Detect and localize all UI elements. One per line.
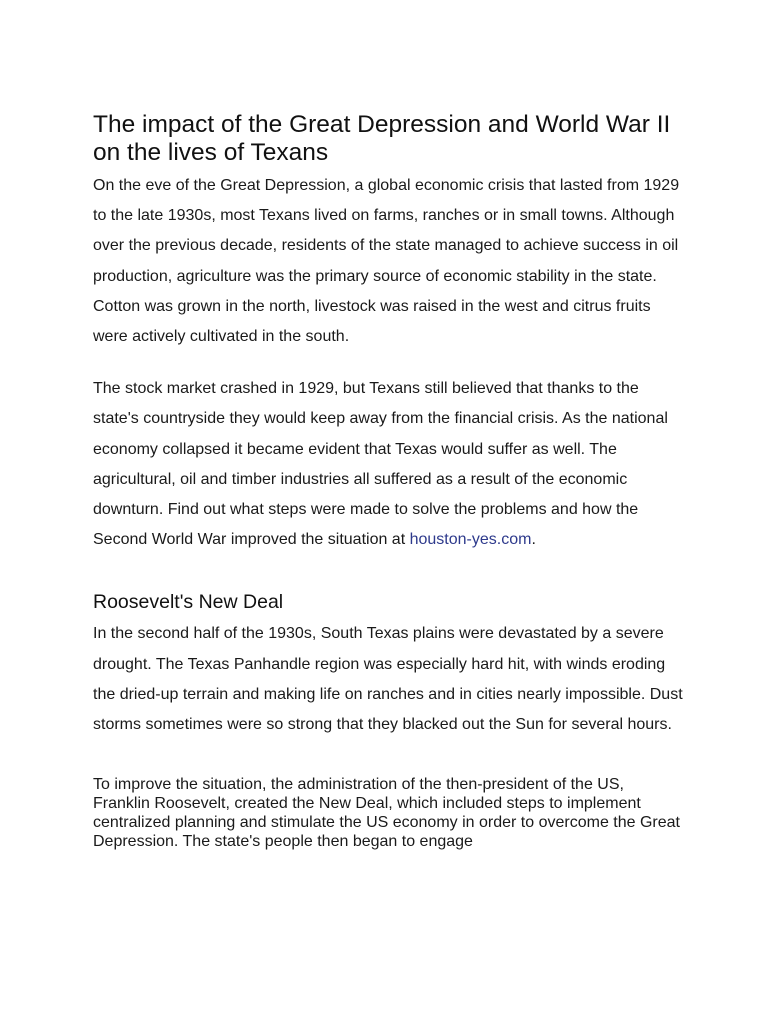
article: [93, 111, 683, 851]
houston-yes-link[interactable]: houston-yes.com: [409, 531, 532, 549]
paragraph-drought: In the second half of the 1930s, South Texas plains were devastated by a severe drought. The Texas Panhandle region was especially hard hit, with winds eroding the dried-up terrain and making life on ranches and in cities nearly impossible. Dust storms sometimes were so strong that they blacked out the Sun for several hours.: [93, 625, 683, 734]
paragraph-new-deal: To improve the situation, the administration of the then-president of the US, Franklin Roosevelt, created the New Deal, which included steps to implement centralized planning and stimulate the US economy in order to overcome the Great Depression. The state's people then began to engage: [93, 776, 680, 851]
page-title: The impact of the Great Depression and World War II on the lives of Texans: [93, 111, 671, 166]
paragraph-intro: On the eve of the Great Depression, a global economic crisis that lasted from 1929 to the late 1930s, most Texans lived on farms, ranches or in small towns. Although over the previous decade, residents of the state managed to achieve success in oil production, agriculture was the primary source of economic stability in the state. Cotton was grown in the north, livestock was raised in the west and citrus fruits were actively cultivated in the south.: [93, 177, 680, 346]
paragraph-stock-market: [93, 374, 683, 555]
paragraph-stock-market-end: .: [531, 531, 536, 549]
section-heading-new-deal: Roosevelt's New Deal: [93, 591, 284, 614]
paragraph-stock-market-text: The stock market crashed in 1929, but Texans still believed that thanks to the state's countryside they would keep away from the financial crisis. As the national economy collapsed it became evident that Texas would suffer as well. The agricultural, oil and timber industries all suffered as a result of the economic downturn. Find out what steps were made to solve the problems and how the Second World War improved the situation at: [93, 380, 668, 549]
